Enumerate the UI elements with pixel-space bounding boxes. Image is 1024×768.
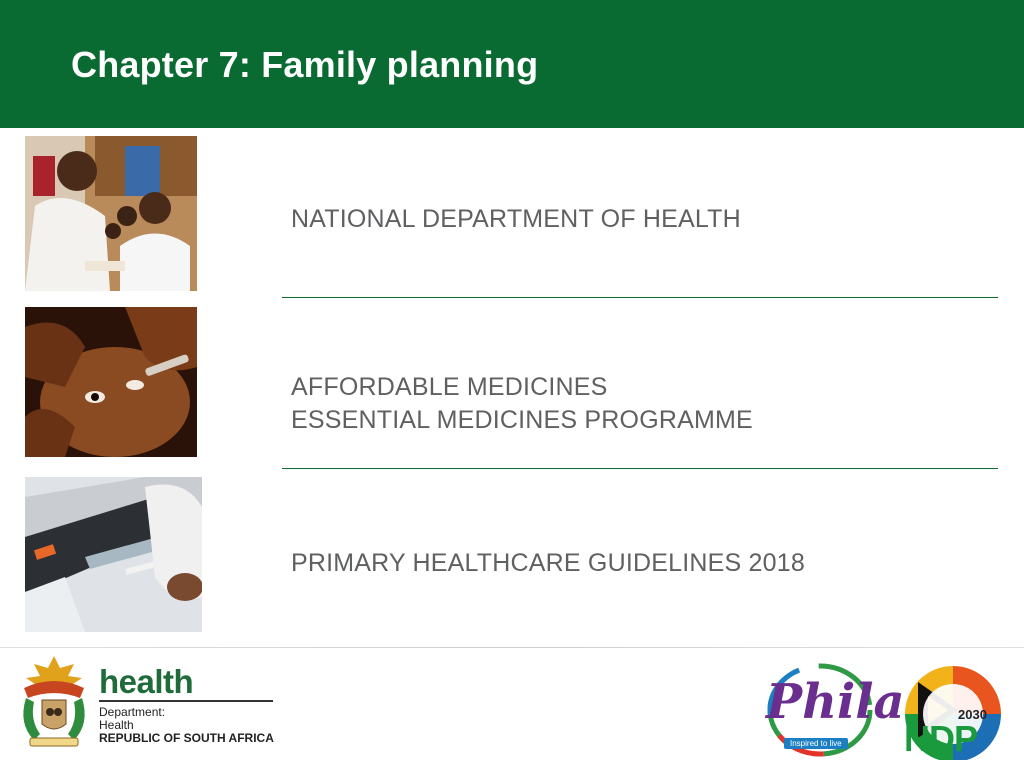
health-logo-word: health: [99, 663, 194, 700]
section-title-national-dept: NATIONAL DEPARTMENT OF HEALTH: [291, 205, 741, 233]
oral-drops-photo: [25, 307, 197, 457]
section-title-affordable: AFFORDABLE MEDICINES: [291, 373, 608, 401]
ndp-wordmark: NDP: [904, 718, 978, 759]
glucose-meter-photo: [25, 477, 202, 632]
header-bar: [0, 0, 1024, 128]
phila-wordmark: Phila: [766, 674, 905, 730]
section-title-essential: ESSENTIAL MEDICINES PROGRAMME: [291, 406, 753, 434]
coat-of-arms-logo: [16, 654, 92, 750]
health-logo-rule: [99, 700, 273, 702]
page-title: Chapter 7: Family planning: [71, 44, 539, 85]
divider-1: [282, 297, 998, 298]
dept-label: Department:: [99, 705, 166, 719]
country-name: REPUBLIC OF SOUTH AFRICA: [99, 731, 274, 745]
dept-name: Health: [99, 718, 134, 732]
ndp-year: 2030: [958, 707, 987, 722]
nurse-child-photo: [25, 136, 197, 291]
phila-tagline: Inspired to live: [784, 738, 848, 749]
divider-2: [282, 468, 998, 469]
footer-divider: [0, 647, 1024, 648]
section-title-phc-guidelines: PRIMARY HEALTHCARE GUIDELINES 2018: [291, 549, 805, 577]
